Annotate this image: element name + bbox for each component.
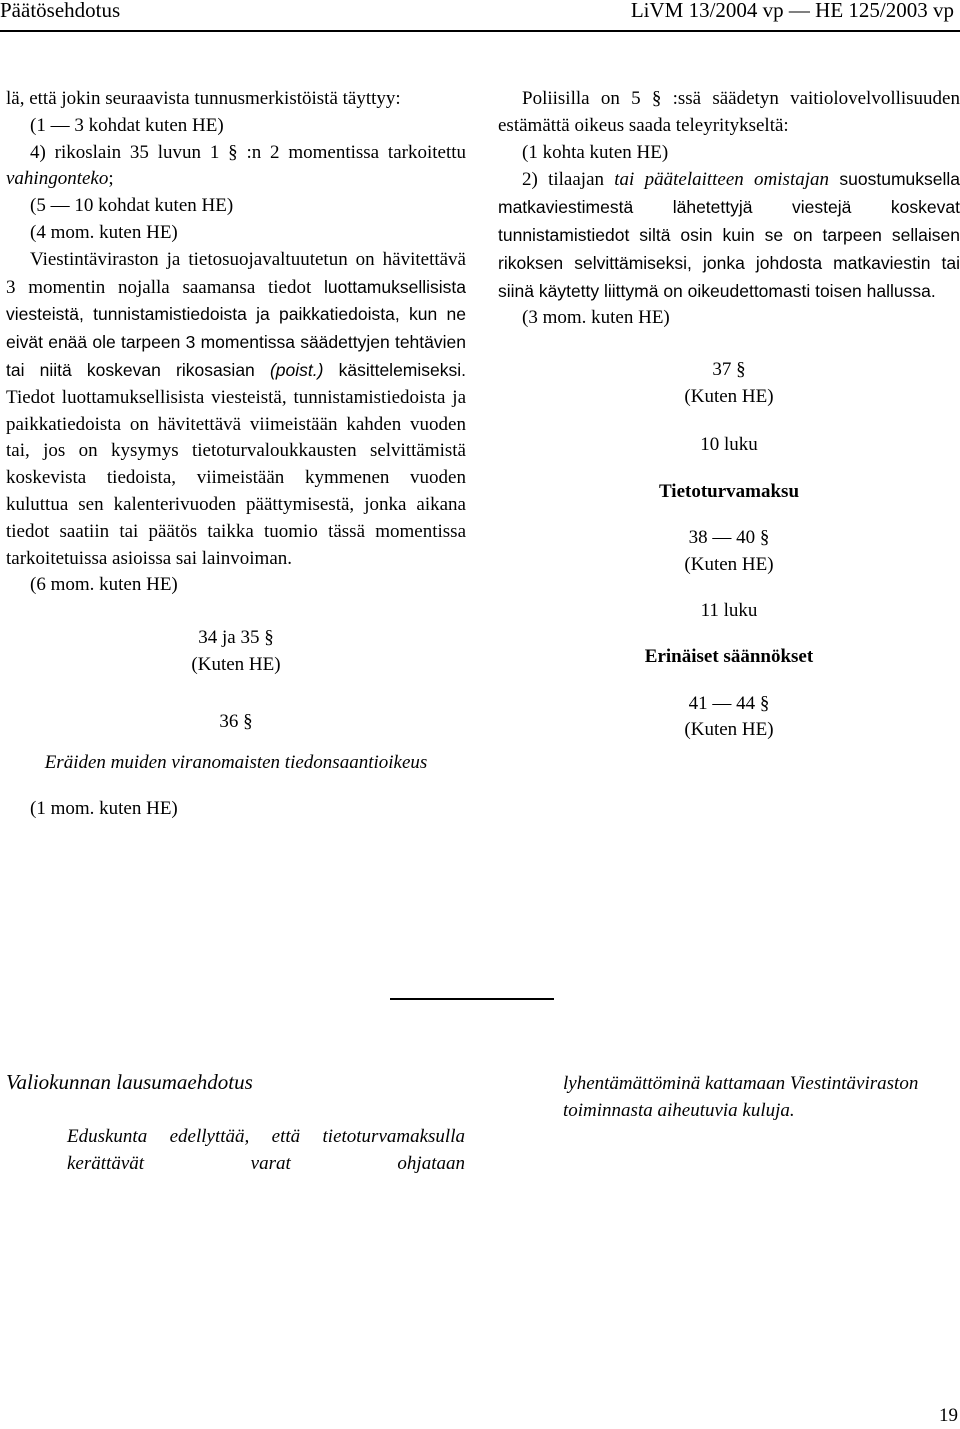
end-separator: [390, 998, 554, 1000]
section-38-40: 38 — 40 §: [688, 527, 770, 549]
chapter-11-title: Erinäiset säännökset: [644, 645, 814, 667]
destruction-text-b: luottamuksellisista viesteistä, tunnistamistiedoista ja paikkatiedoista, kun ne eivät enää ole tarpeen 3 momentissa säädettyjen tehtävien tai niitä koskevan rikosasian: [6, 276, 466, 380]
chapter-10-title: Tietoturvamaksu: [658, 480, 800, 502]
section-38-40-note: (Kuten HE): [684, 554, 774, 576]
item-4-end: ;: [108, 168, 114, 190]
destruction-removed: (poist.): [269, 359, 324, 380]
section-34-35-note: (Kuten HE): [191, 653, 281, 675]
left-column: [6, 86, 466, 823]
right-column: [498, 86, 960, 744]
para-item-2: [498, 166, 960, 305]
para-mom-6: (6 mom. kuten HE): [30, 574, 178, 596]
para-items-5-10: (5 — 10 kohdat kuten HE): [30, 195, 234, 217]
para-mom-4: (4 mom. kuten HE): [30, 221, 178, 243]
section-41-44: 41 — 44 §: [688, 692, 770, 714]
para-items-1-3: (1 — 3 kohdat kuten HE): [30, 114, 224, 136]
chapter-11: 11 luku: [700, 599, 758, 621]
item-4-text: 4) rikoslain 35 luvun 1 § :n 2 momentissa tarkoitettu: [30, 141, 466, 163]
section-34-35: 34 ja 35 §: [198, 627, 274, 649]
item-4-term: vahingonteko: [6, 168, 109, 190]
para-police: Poliisilla on 5 § :ssä säädetyn vaitiolovelvollisuuden estämättä oikeus saada teleyritykseltä:: [498, 88, 960, 136]
page-number: 19: [939, 1405, 958, 1426]
header-right-reference: LiVM 13/2004 vp — HE 125/2003 vp: [630, 0, 954, 22]
para-mom-1: (1 mom. kuten HE): [30, 798, 178, 820]
section-41-44-note: (Kuten HE): [684, 719, 774, 741]
item-2-c: suostumuksella matkaviestimestä lähetettyjä viestejä koskevat tunnistamistiedot siltä osin kuin se on tarpeen sellaisen rikoksen selvittämiseksi, jonka johdosta matkaviestin tai siinä käytetty liittymä on oikeudettomasti toisen hallussa.: [498, 169, 960, 301]
para-item-1: (1 kohta kuten HE): [522, 141, 669, 163]
para-mom-3: (3 mom. kuten HE): [522, 307, 670, 329]
header-rule: [0, 30, 960, 32]
item-2-a: 2) tilaajan: [522, 169, 615, 191]
section-37-note: (Kuten HE): [684, 385, 774, 407]
header-left-title: Päätösehdotus: [0, 0, 121, 22]
para-item-4: [6, 140, 466, 194]
item-2-italic: tai päätelaitteen omistajan: [614, 169, 830, 191]
section-36: 36 §: [219, 710, 253, 732]
statement-text-right: lyhentämättöminä kattamaan Viestintäviraston toiminnasta aiheutuvia kuluja.: [563, 1073, 919, 1121]
section-36-heading: Eräiden muiden viranomaisten tiedonsaantioikeus: [44, 751, 428, 773]
destruction-text-e: Tiedot luottamuksellisista viesteistä, tunnistamistiedoista ja paikkatiedoista on hävitettävä viimeistään kahden vuoden tai, jos on kysymys tietoturvaloukkausten selvittämistä koskevista tiedoista, viimeistään kymmenen vuoden kuluttua sen kalenterivuoden päättymisestä, jonka aikana tiedot saatiin tai päätös taikka tuomio tässä momentissa tarkoitetuissa asioissa sai lainvoiman.: [6, 386, 466, 569]
section-37: 37 §: [712, 359, 746, 381]
chapter-10: 10 luku: [700, 433, 758, 455]
statement-text-left: Eduskunta edellyttää, että tietoturvamaksulla kerättävät varat ohjataan: [67, 1126, 465, 1174]
statement-label: Valiokunnan lausumaehdotus: [6, 1070, 253, 1094]
destruction-text-d: käsittelemiseksi.: [323, 359, 466, 380]
destruction-text-a: Viestintäviraston ja tietosuojavaltuutetun on hävitettävä 3 momentin nojalla saamansa tiedot: [6, 248, 466, 298]
para-destruction: [6, 247, 466, 573]
para-intro: lä, että jokin seuraavista tunnusmerkistöistä täyttyy:: [6, 88, 401, 109]
